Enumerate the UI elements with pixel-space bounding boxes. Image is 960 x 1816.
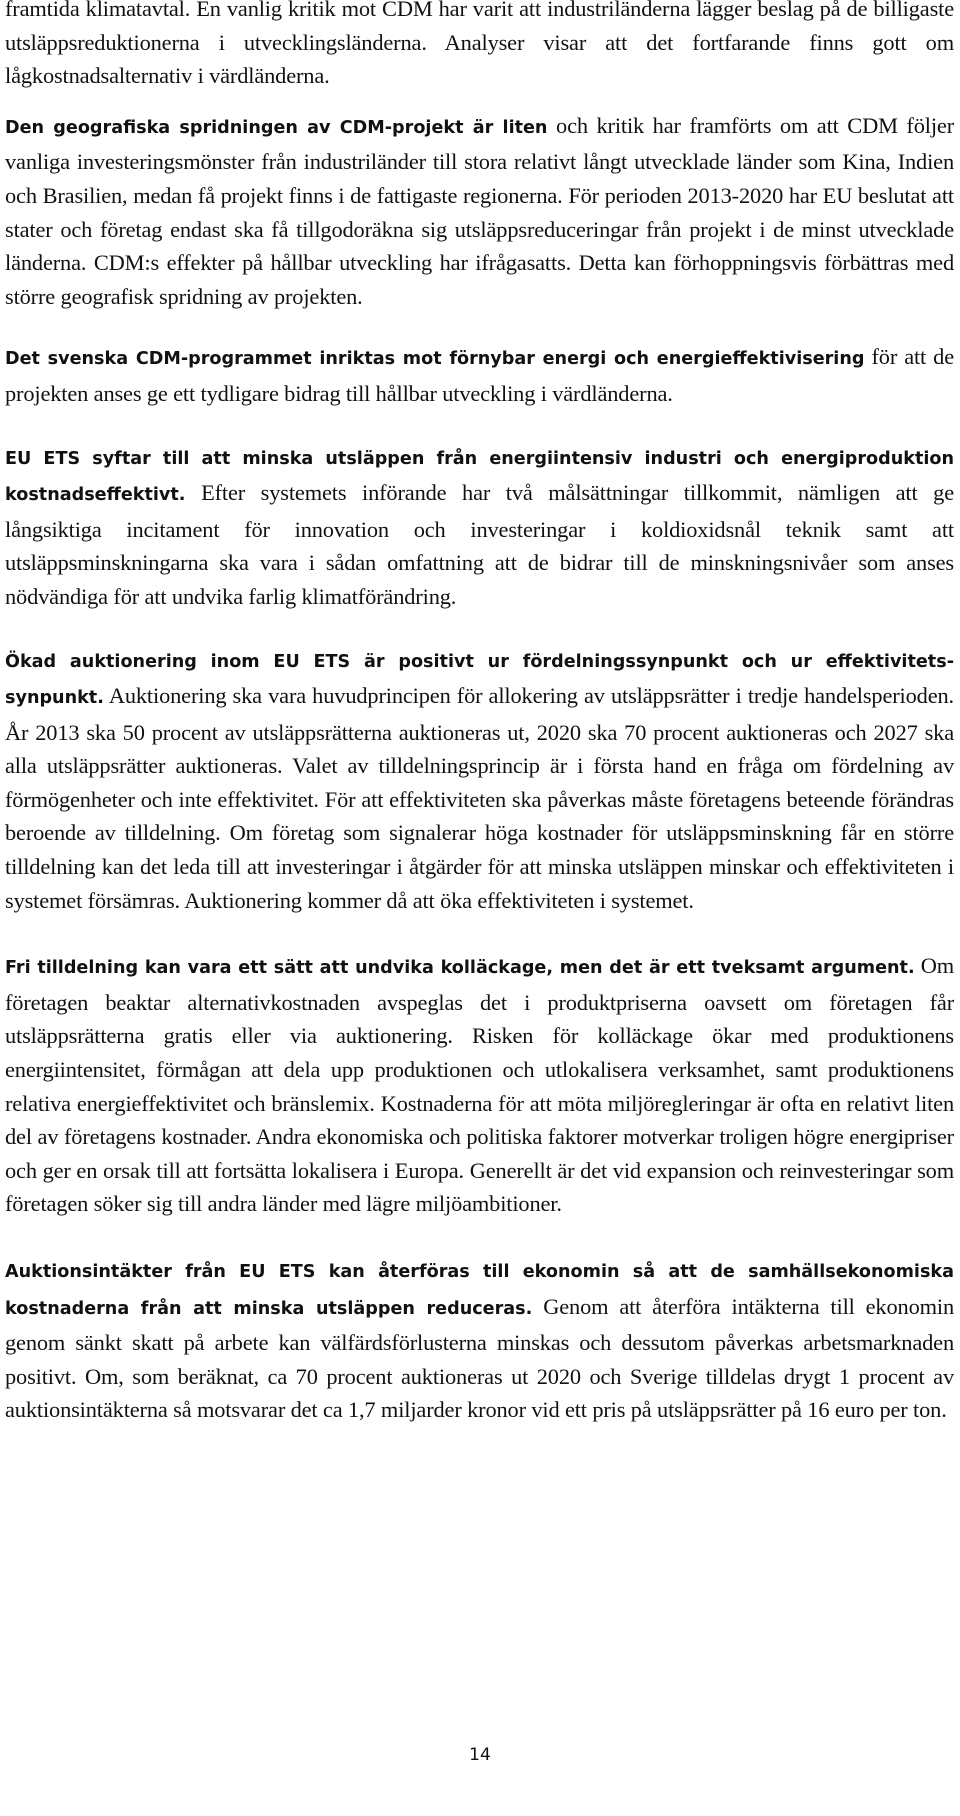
paragraph-okad-auktionering — [5, 643, 954, 918]
paragraph-body: Genom att återföra intäkterna till ekonomin genom sänkt skatt på arbete kan välfärdsförlusterna minskas och dessutom påverkas arbetsmarknaden positivt. Om, som beräknat, ca 70 procent auktioneras ut 2020 och Sverige tilldelas drygt 1 procent av auktionsintäkterna så motsvarar det ca 1,7 miljarder kronor vid ett pris på utsläppsrätter på 16 euro per ton. — [5, 1293, 954, 1423]
page-number: 14 — [469, 1745, 491, 1765]
paragraph-lead: EU ETS syftar till att minska utsläppen från energiintensiv industri och energiproduktion kostnadseffektivt. — [5, 448, 954, 506]
intro-paragraph — [5, 0, 954, 93]
document-body — [5, 0, 954, 1427]
paragraph-body: Efter systemets införande har två målsättningar tillkommit, nämligen att ge långsiktiga incitament för innovation och investeringar i koldioxidsnål teknik samt att utsläppsminskningarna ska vara i sådan omfattning att de bidrar till de minskningsnivåer som anses nödvändiga för att undvika farlig klimatförändring. — [5, 480, 954, 609]
paragraph-body: för att de projekten anses ge ett tydligare bidrag till hållbar utveckling i värdländerna. — [5, 344, 955, 406]
paragraph-lead: Ökad auktionering inom EU ETS är positivt ur fördelningssynpunkt och ur effektivitetssynpunkt. — [5, 651, 954, 709]
intro-text: framtida klimatavtal. En vanlig kritik mot CDM har varit att industriländerna lägger beslag på de billigaste utsläppsreduktionerna i utvecklingsländerna. Analyser visar att det fortfarande finns gott om lågkostnadsalternativ i värdländerna. — [5, 0, 954, 89]
paragraph-body: Auktionering ska vara huvudprincipen för allokering av utsläppsrätter i tredje handelsperioden. År 2013 ska 50 procent av utsläppsrätterna auktioneras ut, 2020 ska 70 procent auktioneras och 2027 ska alla utsläppsrätter auktioneras. Valet av tilldelningsprincip är i första hand en fråga om fördelning av förmögenheter och inte effektivitet. För att effektiviteten ska påverkas måste företagens beteende förändras beroende av tilldelning. Om företag som signalerar höga kostnader för utsläppsminskning får en större tilldelning kan det leda till att investeringar i åtgärder för att minska utsläppen minskar och effektiviteten i systemet försämras. Auktionering kommer då att öka effektiviteten i systemet. — [5, 683, 954, 913]
paragraph-fri-tilldelning — [5, 949, 954, 1221]
paragraph-lead: Auktionsintäkter från EU ETS kan återföras till ekonomin så att de samhällsekonomiska kostnaderna från att minska utsläppen reduceras. — [5, 1262, 954, 1319]
paragraph-body: Om företagen beaktar alternativkostnaden avspeglas det i produktpriserna oavsett om företagen får utsläppsrätterna gratis eller via auktionering. Risken för kolläckage ökar med produktionens energiintensitet, förmågan att dela upp produktionen och utlokalisera verksamhet, samt produktionens relativa energieffektivitet och bränslemix. Kostnaderna för att möta miljöregleringar är ofta en relativt liten del av företagens kostnader. Andra ekonomiska och politiska faktorer motverkar troligen högre energipriser och ger en orsak till att fortsätta lokalisera i Europa. Generellt är det vid expansion och reinvesteringar som företagen söker sig till andra länder med lägre miljöambitioner. — [5, 953, 955, 1217]
paragraph-cdm-geografisk-spridning — [5, 109, 954, 314]
paragraph-body: och kritik har framförts om att CDM följer vanliga investeringsmönster från industriländer till stora relativt långt utvecklade länder som Kina, Indien och Brasilien, medan få projekt finns i de fattigaste regionerna. För perioden 2013-2020 har EU beslutat att stater och företag endast ska få tillgodoräkna sig utsläppsreduceringar från projekt i de minst utvecklade länderna. CDM:s effekter på hållbar utveckling har ifrågasatts. Detta kan förhoppningsvis förbättras med större geografisk spridning av projekten. — [5, 112, 955, 309]
paragraph-lead: Fri tilldelning kan vara ett sätt att undvika kolläckage, men det är ett tveksamt argument. — [5, 958, 915, 979]
paragraph-svenska-cdm-programmet — [5, 340, 954, 410]
paragraph-eu-ets-syfte — [5, 440, 954, 614]
paragraph-lead: Det svenska CDM-programmet inriktas mot förnybar energi och energieffektivisering — [5, 349, 865, 370]
paragraph-auktionsintakter — [5, 1253, 954, 1427]
paragraph-lead: Den geografiska spridningen av CDM-projekt är liten — [5, 117, 548, 138]
